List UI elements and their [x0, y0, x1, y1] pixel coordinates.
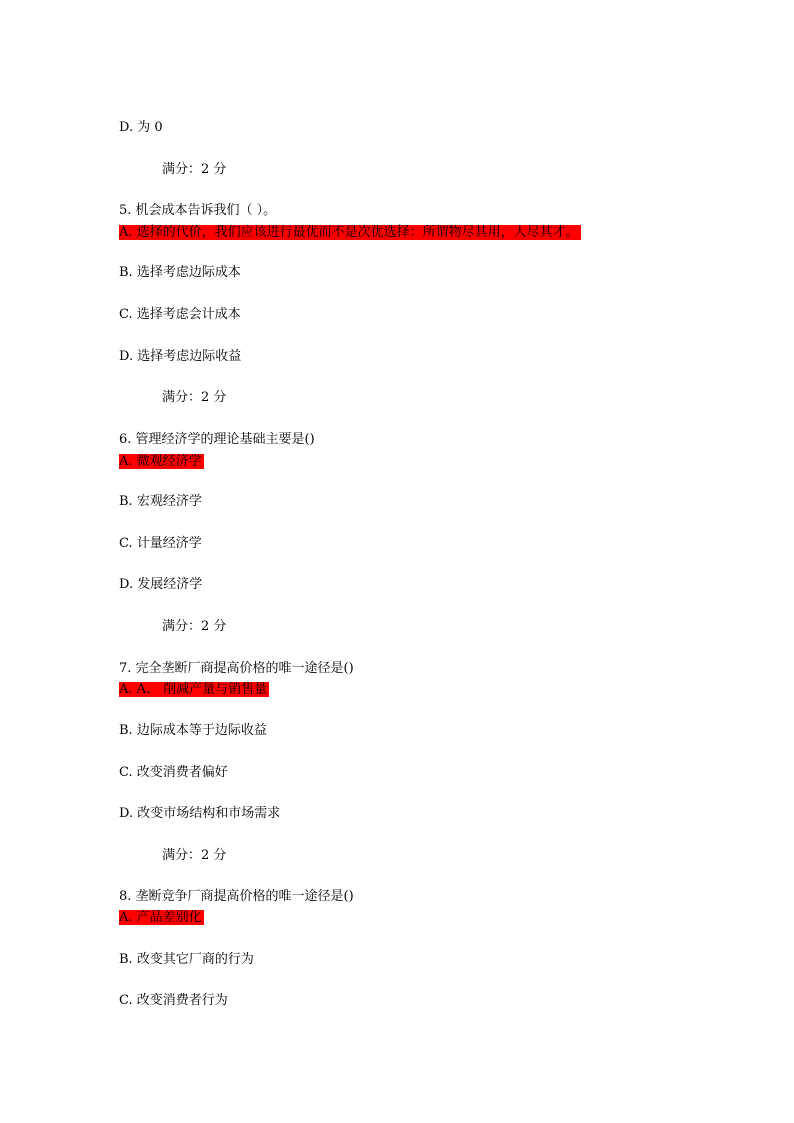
- q8-question: 8. 垄断竞争厂商提高价格的唯一途径是(): [119, 889, 354, 904]
- q5-score: 满分：2 分: [162, 390, 227, 405]
- q7-option-a-highlight: A. A、 削减产量与销售量: [119, 682, 268, 697]
- q5-question: 5. 机会成本告诉我们（ ）。: [119, 203, 277, 218]
- q5-option-b: B. 选择考虑边际成本: [119, 265, 241, 280]
- q8-option-a-highlight: A. 产品差别化: [119, 910, 202, 925]
- q7-option-a: [119, 681, 269, 699]
- q8-option-b: B. 改变其它厂商的行为: [119, 952, 254, 967]
- q5-option-d: D. 选择考虑边际收益: [119, 349, 242, 364]
- q8-option-c: C. 改变消费者行为: [119, 993, 228, 1008]
- q6-score: 满分：2 分: [162, 619, 227, 634]
- q4-score: 满分：2 分: [162, 162, 227, 177]
- q7-option-d: D. 改变市场结构和市场需求: [119, 806, 281, 821]
- q7-score: 满分：2 分: [162, 848, 227, 863]
- q7-option-c: C. 改变消费者偏好: [119, 765, 228, 780]
- q5-option-c: C. 选择考虑会计成本: [119, 307, 241, 322]
- q4-option-d: D. 为 0: [119, 120, 163, 135]
- q6-option-d: D. 发展经济学: [119, 577, 203, 592]
- q5-option-a: [119, 224, 581, 242]
- q6-option-b: B. 宏观经济学: [119, 494, 202, 509]
- q6-option-a: [119, 453, 204, 471]
- q6-option-c: C. 计量经济学: [119, 536, 202, 551]
- q5-option-a-highlight: A. 选择的代价，我们应该进行最优而不是次优选择：所谓物尽其用，人尽其才。: [119, 225, 579, 240]
- q7-option-b: B. 边际成本等于边际收益: [119, 723, 267, 738]
- q6-option-a-highlight: A. 微观经济学: [119, 454, 202, 469]
- q8-option-a: [119, 909, 204, 927]
- q6-question: 6. 管理经济学的理论基础主要是(): [119, 432, 315, 447]
- q7-question: 7. 完全垄断厂商提高价格的唯一途径是(): [119, 661, 354, 676]
